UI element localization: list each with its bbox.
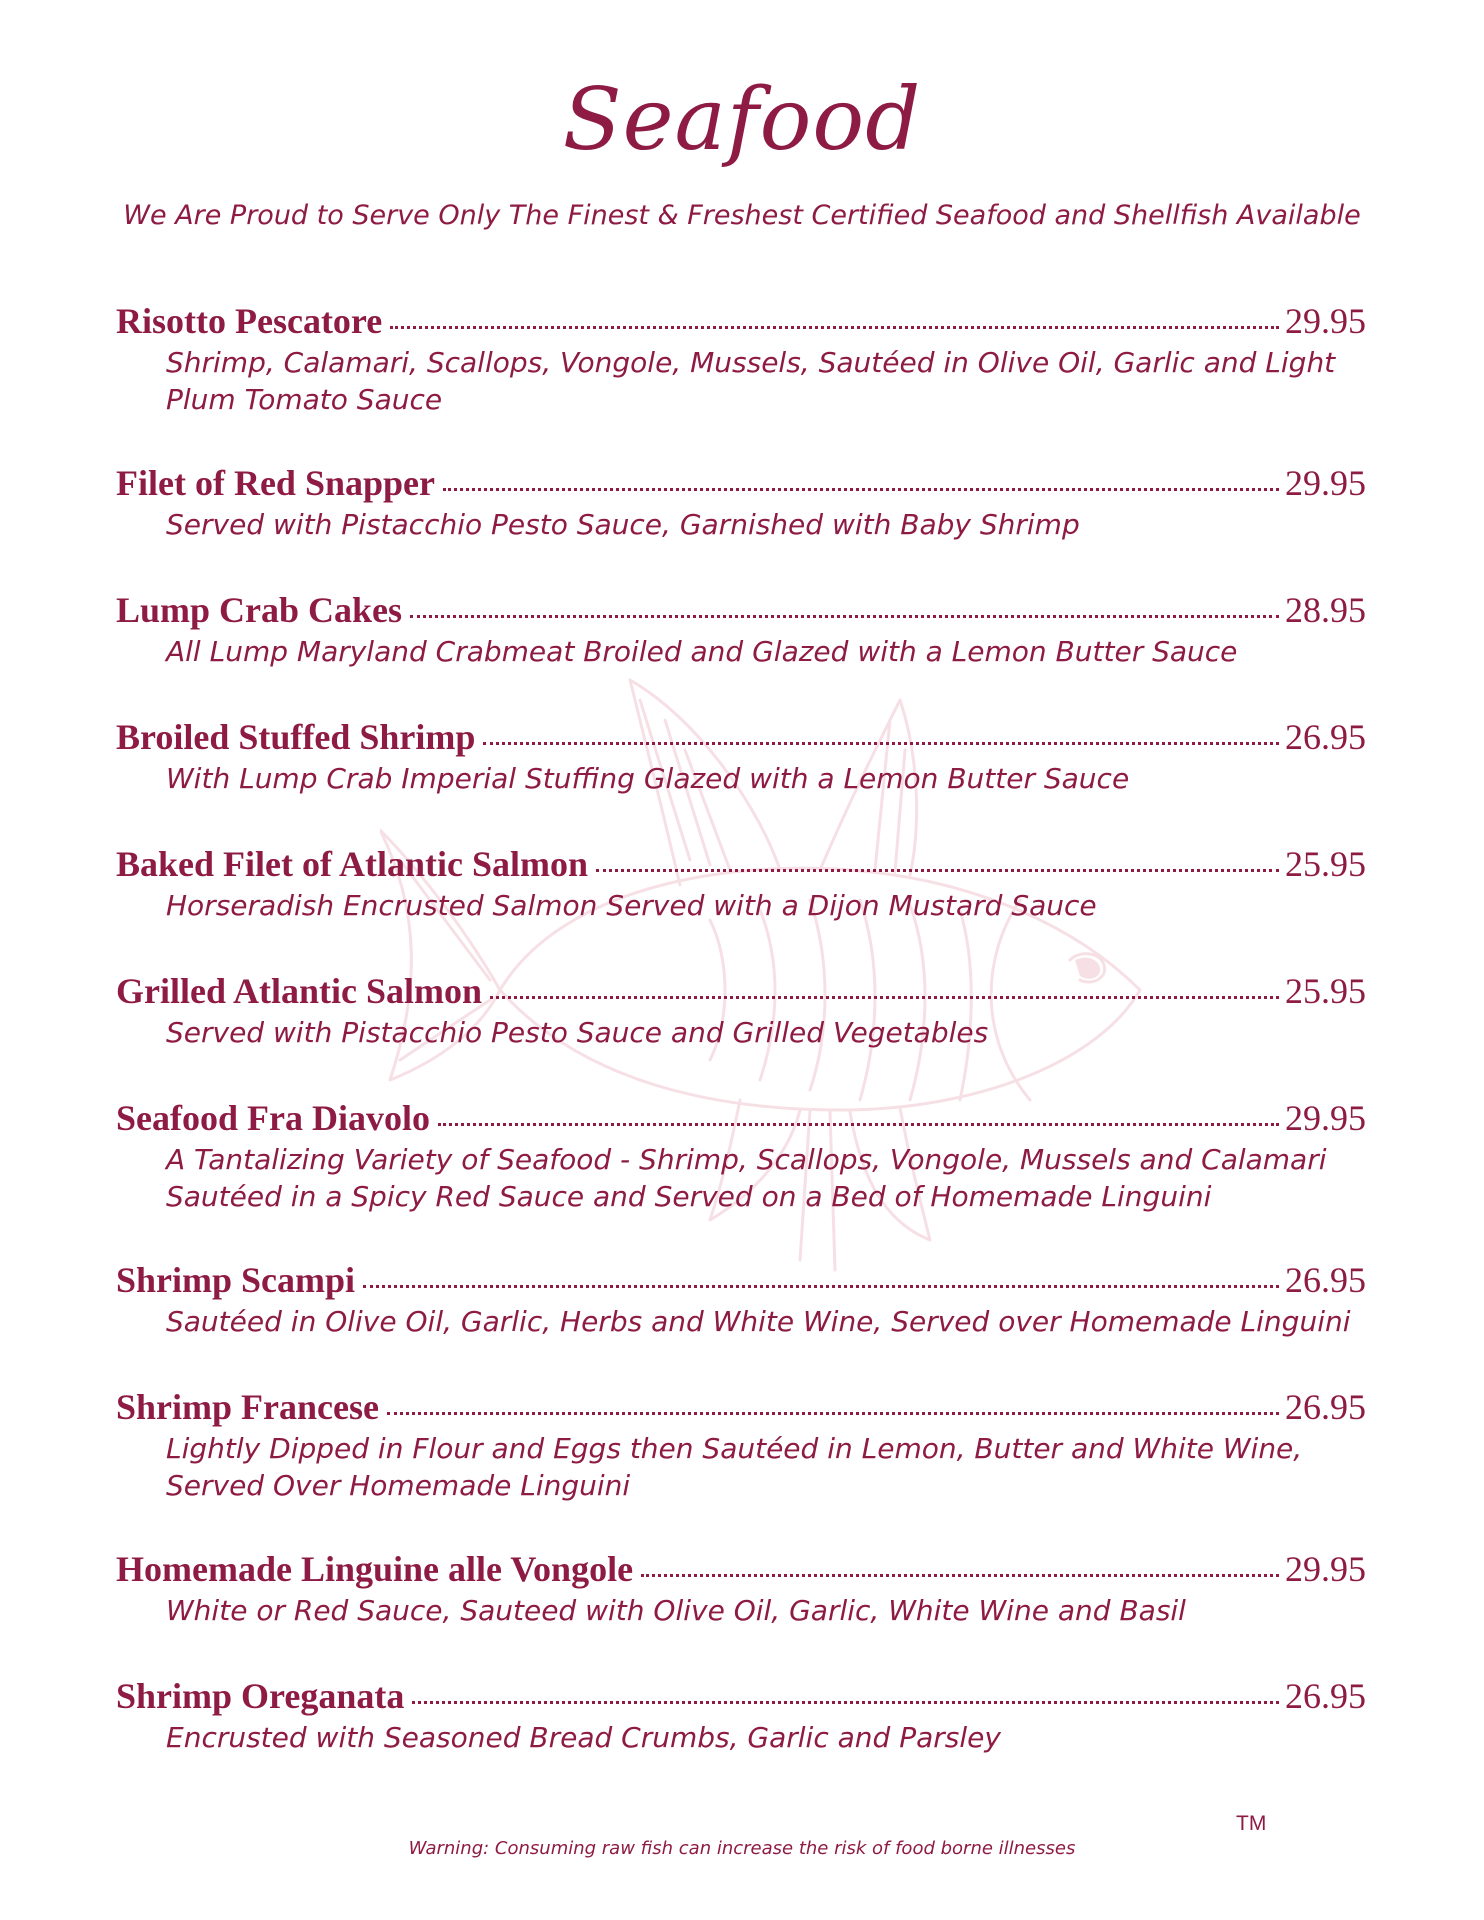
menu-item: [116, 1259, 1366, 1340]
description-line: Sautéed in Olive Oil, Garlic, Herbs and White Wine, Served over Homemade Linguini: [166, 1305, 1351, 1338]
menu-item-row: [116, 1675, 1366, 1717]
menu-item-name: Shrimp Oreganata: [116, 1676, 405, 1716]
description-line: A Tantalizing Variety of Seafood - Shrimp, Scallops, Vongole, Mussels and Calamari: [166, 1143, 1327, 1176]
menu-item-description: [166, 760, 1366, 797]
menu-item-price: 26.95: [1285, 1260, 1366, 1300]
description-line: Horseradish Encrusted Salmon Served with a Dijon Mustard Sauce: [166, 889, 1097, 922]
dot-leader: [443, 488, 1279, 491]
page-subtitle: We Are Proud to Serve Only The Finest & Freshest Certified Seafood and Shellfish Available: [123, 200, 1361, 231]
menu-item-row: [116, 1259, 1366, 1301]
dot-leader: [410, 615, 1279, 618]
menu-item-name: Broiled Stuffed Shrimp: [116, 717, 476, 757]
dot-leader: [596, 869, 1279, 872]
menu-item-name: Seafood Fra Diavolo: [116, 1098, 430, 1138]
menu-item-description: [166, 1719, 1366, 1756]
menu-item-description: [166, 1430, 1366, 1504]
menu-item-row: [116, 1097, 1366, 1139]
menu-item-row: [116, 716, 1366, 758]
menu-item-price: 26.95: [1285, 717, 1366, 757]
dot-leader: [387, 1412, 1279, 1415]
raw-fish-warning: Warning: Consuming raw fish can increase the risk of food borne illnesses: [408, 1838, 1076, 1859]
menu-item: [116, 716, 1366, 797]
menu-item-price: 25.95: [1285, 844, 1366, 884]
trademark-mark: TM: [1236, 1812, 1267, 1835]
menu-item-row: [116, 843, 1366, 885]
menu-item-price: 26.95: [1285, 1676, 1366, 1716]
menu-item: [116, 589, 1366, 670]
menu-item-row: [116, 1548, 1366, 1590]
menu-item-row: [116, 300, 1366, 342]
menu-item-name: Shrimp Francese: [116, 1387, 379, 1427]
menu-item-price: 29.95: [1285, 301, 1366, 341]
menu-item-description: [166, 1141, 1366, 1215]
menu-item-description: [166, 633, 1366, 670]
menu-item-name: Lump Crab Cakes: [116, 590, 403, 630]
description-line: All Lump Maryland Crabmeat Broiled and Glazed with a Lemon Butter Sauce: [166, 635, 1238, 668]
description-line: Sautéed in a Spicy Red Sauce and Served on a Bed of Homemade Linguini: [166, 1180, 1212, 1213]
menu-item-row: [116, 1386, 1366, 1428]
description-line: White or Red Sauce, Sauteed with Olive Oil, Garlic, White Wine and Basil: [166, 1594, 1186, 1627]
menu-item-description: [166, 887, 1366, 924]
dot-leader: [483, 742, 1279, 745]
description-line: Served Over Homemade Linguini: [166, 1469, 631, 1502]
dot-leader: [363, 1285, 1279, 1288]
dot-leader: [490, 996, 1279, 999]
menu-item: [116, 300, 1366, 418]
menu-item-description: [166, 344, 1366, 418]
dot-leader: [438, 1123, 1279, 1126]
menu-item-row: [116, 589, 1366, 631]
menu-item-price: 29.95: [1285, 1549, 1366, 1589]
menu-item-name: Filet of Red Snapper: [116, 463, 435, 503]
menu-item-description: [166, 1303, 1366, 1340]
menu-item: [116, 1548, 1366, 1629]
menu-item: [116, 462, 1366, 543]
menu-item: [116, 970, 1366, 1051]
description-line: Lightly Dipped in Flour and Eggs then Sautéed in Lemon, Butter and White Wine,: [166, 1432, 1303, 1465]
menu-item-name: Baked Filet of Atlantic Salmon: [116, 844, 589, 884]
menu-item-row: [116, 462, 1366, 504]
description-line: Plum Tomato Sauce: [166, 383, 443, 416]
menu-item-name: Homemade Linguine alle Vongole: [116, 1549, 634, 1589]
menu-item-row: [116, 970, 1366, 1012]
menu-item-price: 25.95: [1285, 971, 1366, 1011]
menu-item-description: [166, 1592, 1366, 1629]
menu-item-description: [166, 1014, 1366, 1051]
description-line: With Lump Crab Imperial Stuffing Glazed with a Lemon Butter Sauce: [166, 762, 1130, 795]
menu-item-price: 29.95: [1285, 463, 1366, 503]
page-title: Seafood: [562, 70, 922, 170]
menu-item-name: Shrimp Scampi: [116, 1260, 356, 1300]
menu-item-price: 28.95: [1285, 590, 1366, 630]
description-line: Served with Pistacchio Pesto Sauce, Garnished with Baby Shrimp: [166, 508, 1080, 541]
description-line: Served with Pistacchio Pesto Sauce and Grilled Vegetables: [166, 1016, 989, 1049]
menu-item-price: 26.95: [1285, 1387, 1366, 1427]
description-line: Encrusted with Seasoned Bread Crumbs, Garlic and Parsley: [166, 1721, 1001, 1754]
dot-leader: [412, 1701, 1279, 1704]
dot-leader: [390, 326, 1279, 329]
menu-item-name: Grilled Atlantic Salmon: [116, 971, 483, 1011]
menu-list: [116, 300, 1366, 1756]
menu-item-description: [166, 506, 1366, 543]
menu-item: [116, 843, 1366, 924]
menu-item-name: Risotto Pescatore: [116, 301, 383, 341]
dot-leader: [641, 1574, 1279, 1577]
menu-item: [116, 1386, 1366, 1504]
menu-item-price: 29.95: [1285, 1098, 1366, 1138]
menu-item: [116, 1675, 1366, 1756]
menu-item: [116, 1097, 1366, 1215]
description-line: Shrimp, Calamari, Scallops, Vongole, Mussels, Sautéed in Olive Oil, Garlic and Light: [166, 346, 1336, 379]
